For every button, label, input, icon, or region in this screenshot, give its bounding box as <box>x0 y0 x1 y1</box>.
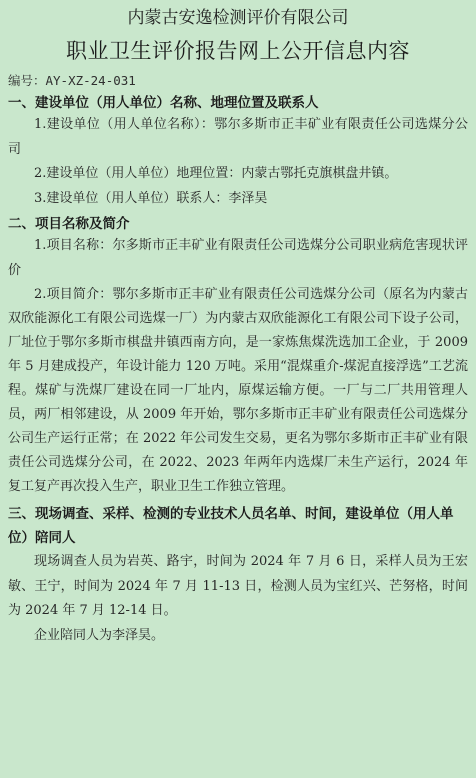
section-3-item-1: 现场调查人员为岩英、路宇，时间为 2024 年 7 月 6 日，采样人员为王宏敏、王宁，时间为 2024 年 7 月 11-13 日，检测人员为宝红兴、芒努格，时间为 2024 年 7 月 12-14 日。 <box>8 554 468 618</box>
section-1-item-2: 2.建设单位（用人单位）地理位置：内蒙古鄂托克旗棋盘井镇。 <box>34 166 398 181</box>
section-1-item-1: 1.建设单位（用人单位名称）：鄂尔多斯市正丰矿业有限责任公司选煤分公司 <box>8 117 468 157</box>
section-3-item-2: 企业陪同人为李泽昊。 <box>34 627 165 643</box>
section-2-item-1: 1.项目名称：尔多斯市正丰矿业有限责任公司选煤分公司职业病危害现状评价 <box>8 238 468 278</box>
section-1-item-3: 3.建设单位（用人单位）联系人：李泽昊 <box>34 190 268 206</box>
document-code: 编号：AY-XZ-24-031 <box>8 73 136 88</box>
document-title: 职业卫生评价报告网上公开信息内容 <box>66 39 410 63</box>
section-2-item-2: 2.项目简介：鄂尔多斯市正丰矿业有限责任公司选煤分公司（原名为内蒙古双欣能源化工有限公司选煤一厂）为内蒙古双欣能源化工有限公司下设子公司，厂址位于鄂尔多斯市棋盘井镇西南方向，是一家炼焦煤洗选加工企业，于 2009 年 5 月建成投产，年设计能力 120 万吨。采用“混煤重介-煤泥直接浮选”工艺流程。煤矿与洗煤厂建设在同一厂址内，原煤运输方便。一厂与二厂共用管理人员，两厂相邻建设，从 2009 年开始，鄂尔多斯市正丰矿业有限责任公司选煤分公司生产运行正常；在 2022 年公司发生交易，更名为鄂尔多斯市正丰矿业有限责任公司选煤分公司，在 2022、2023 年两年内选煤厂未生产运行，2024 年复工复产再次投入生产，职业卫生工作独立管理。 <box>8 287 468 494</box>
section-2-heading: 二、项目名称及简介 <box>8 216 130 232</box>
section-3-heading: 三、现场调查、采样、检测的专业技术人员名单、时间，建设单位（用人单位）陪同人 <box>8 506 454 546</box>
company-name: 内蒙古安逸检测评价有限公司 <box>127 8 349 28</box>
section-1-heading: 一、建设单位（用人单位）名称、地理位置及联系人 <box>8 95 319 111</box>
